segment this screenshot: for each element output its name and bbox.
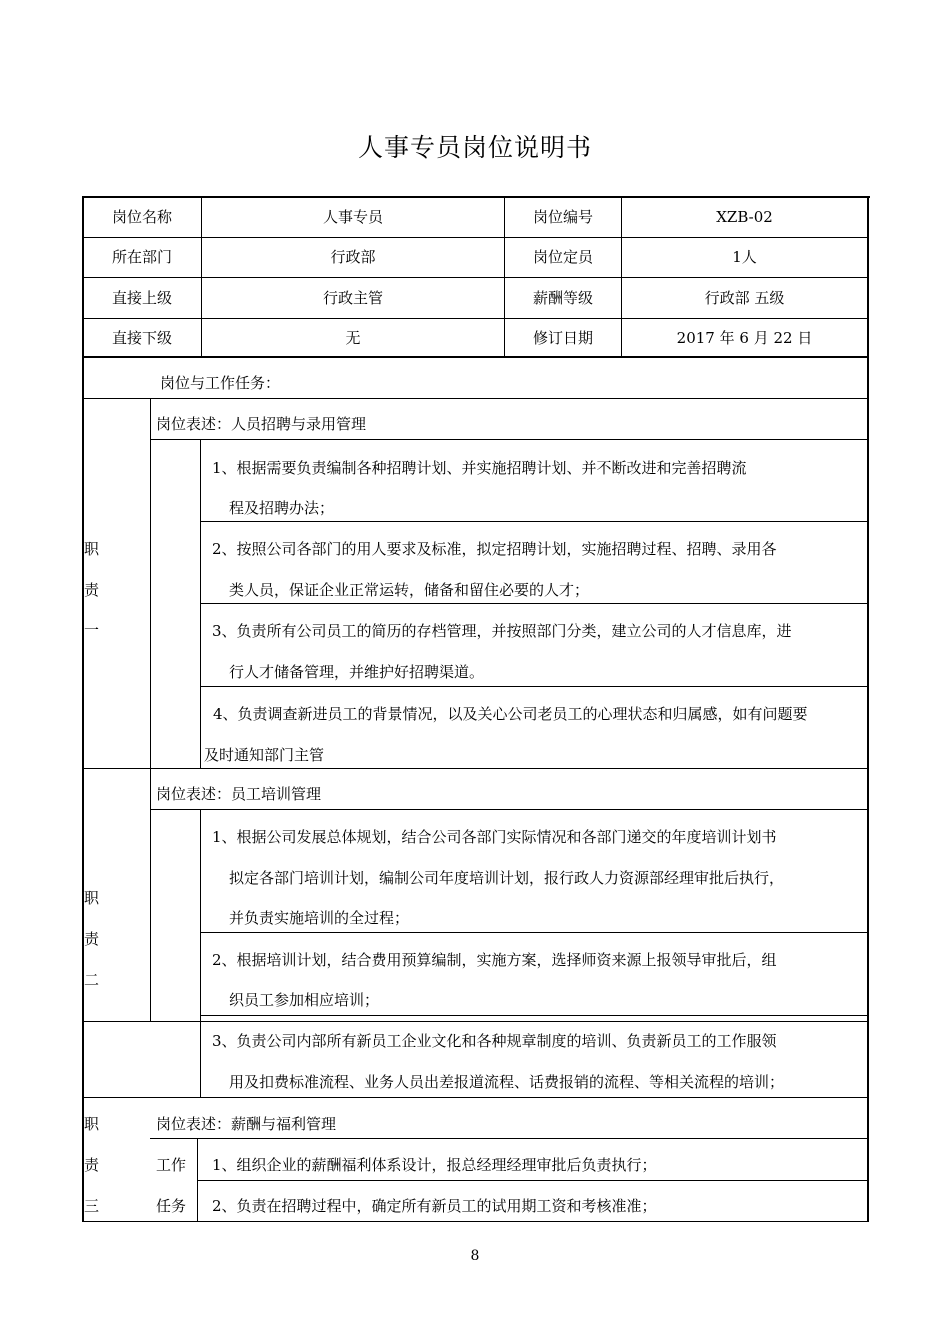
row-line	[82, 768, 868, 769]
subcol-line	[200, 809, 201, 1097]
duty3-side-label: 任务	[156, 1197, 187, 1215]
duty2-item: 织员工参加相应培训；	[229, 991, 380, 1009]
revised-value: 2017 年 6 月 22 日	[676, 329, 813, 347]
duty1-char: 职	[84, 540, 100, 558]
row-line	[82, 237, 868, 238]
row-line	[82, 398, 868, 399]
superior-value: 行政主管	[322, 289, 383, 307]
row-line	[200, 521, 868, 522]
superior-label: 直接上级	[111, 289, 172, 307]
duty1-item: 1、根据需要负责编制各种招聘计划、并实施招聘计划、并不断改进和完善招聘流	[212, 459, 747, 477]
duty2-item: 并负责实施培训的全过程；	[229, 909, 410, 927]
duty1-item: 4、负责调查新进员工的背景情况，以及关心公司老员工的心理状态和归属感，如有问题要	[213, 705, 808, 723]
row-line	[82, 277, 868, 278]
duty3-side-label: 工作	[156, 1156, 187, 1174]
row-line	[150, 809, 868, 810]
table-border-right	[867, 1021, 869, 1222]
tasks-header: 岗位与工作任务：	[160, 374, 281, 392]
dept-label: 所在部门	[111, 248, 172, 266]
job-name-label: 岗位名称	[111, 208, 172, 226]
duty-col-line	[150, 398, 151, 1022]
row-line	[200, 686, 868, 687]
duty1-description: 岗位表述：人员招聘与录用管理	[156, 415, 367, 433]
duty1-item: 2、按照公司各部门的用人要求及标准，拟定招聘计划，实施招聘过程、招聘、录用各	[212, 540, 777, 558]
table-border-right	[867, 196, 869, 1022]
duty3-char: 三	[84, 1197, 100, 1215]
duty2-item: 1、根据公司发展总体规划，结合公司各部门实际情况和各部门递交的年度培训计划书	[212, 828, 777, 846]
duty2-char: 二	[84, 971, 100, 989]
job-code-value: XZB-02	[716, 208, 773, 226]
quota-value: 1人	[732, 248, 757, 266]
duty2-item: 3、负责公司内部所有新员工企业文化和各种规章制度的培训、负责新员工的工作服领	[212, 1032, 777, 1050]
duty1-item: 行人才储备管理，并维护好招聘渠道。	[229, 663, 485, 681]
duty1-item: 及时通知部门主管	[204, 746, 325, 764]
job-name-value: 人事专员	[322, 208, 383, 226]
duty1-item: 3、负责所有公司员工的简历的存档管理，并按照部门分类，建立公司的人才信息库，进	[212, 622, 792, 640]
row-line	[200, 1015, 868, 1016]
revised-label: 修订日期	[532, 329, 593, 347]
duty2-item: 拟定各部门培训计划，编制公司年度培训计划，报行政人力资源部经理审批后执行，	[229, 869, 785, 887]
duty3-description: 岗位表述：薪酬与福利管理	[156, 1115, 337, 1133]
duty2-item: 2、根据培训计划，结合费用预算编制，实施方案，选择师资来源上报领导审批后，组	[212, 951, 777, 969]
salary-value: 行政部 五级	[704, 289, 785, 307]
duty3-item: 1、组织企业的薪酬福利体系设计，报总经理经理审批后负责执行；	[212, 1156, 657, 1174]
duty3-char: 职	[84, 1115, 100, 1133]
page-title: 人事专员岗位说明书	[357, 133, 592, 162]
row-line	[150, 1138, 868, 1139]
duty3-item: 2、负责在招聘过程中，确定所有新员工的试用期工资和考核准准；	[212, 1197, 657, 1215]
row-line	[82, 1097, 868, 1098]
duty1-item: 程及招聘办法；	[229, 499, 335, 517]
row-line	[200, 932, 868, 933]
quota-label: 岗位定员	[532, 248, 593, 266]
row-line	[200, 603, 868, 604]
subordinate-value: 无	[345, 329, 361, 347]
job-code-label: 岗位编号	[532, 208, 593, 226]
table-border-bottom	[82, 1221, 868, 1222]
page-number: 8	[470, 1248, 480, 1264]
row-line	[82, 318, 868, 319]
duty2-item: 用及扣费标准流程、业务人员出差报道流程、话费报销的流程、等相关流程的培训；	[229, 1073, 785, 1091]
subordinate-label: 直接下级	[111, 329, 172, 347]
duty2-description: 岗位表述：员工培训管理	[156, 785, 322, 803]
duty1-char: 一	[84, 621, 100, 639]
duty3-char: 责	[84, 1156, 100, 1174]
duty1-char: 责	[84, 581, 100, 599]
salary-label: 薪酬等级	[532, 289, 593, 307]
row-line	[82, 356, 868, 358]
dept-value: 行政部	[330, 248, 376, 266]
row-line	[150, 439, 868, 440]
row-line	[197, 1180, 868, 1181]
duty2-char: 职	[84, 889, 100, 907]
duty1-item: 类人员，保证企业正常运转，储备和留住必要的人才；	[229, 581, 590, 599]
duty2-char: 责	[84, 930, 100, 948]
